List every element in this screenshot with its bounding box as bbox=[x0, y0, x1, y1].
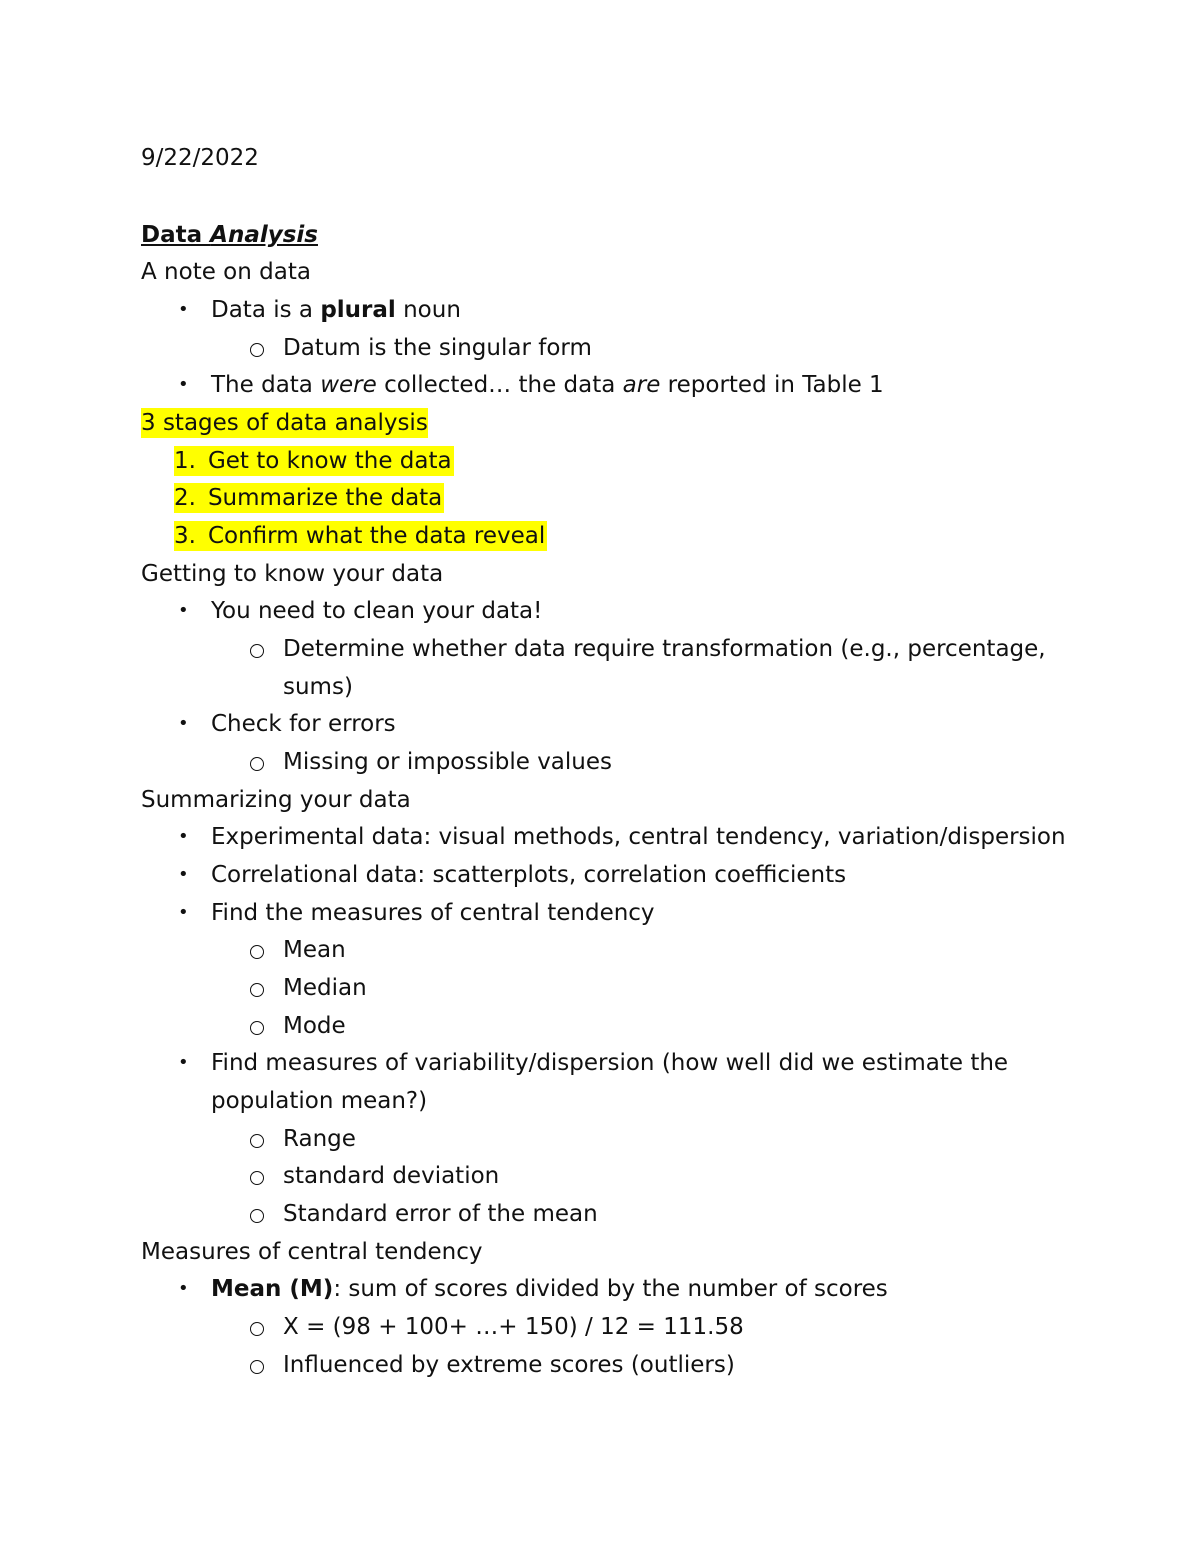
bullet-icon: • bbox=[178, 374, 189, 395]
title-word-2: Analysis bbox=[210, 222, 318, 248]
list-item: You need to clean your data! bbox=[211, 598, 543, 624]
section-heading-central: Measures of central tendency bbox=[141, 1239, 483, 1265]
circle-bullet-icon bbox=[250, 1209, 264, 1223]
list-item: Standard error of the mean bbox=[283, 1201, 598, 1227]
title-word-1: Data bbox=[141, 222, 211, 248]
list-item: Determine whether data require transformation (e.g., percentage, bbox=[283, 636, 1046, 662]
list-item: Mode bbox=[283, 1013, 346, 1039]
section-heading-summarizing: Summarizing your data bbox=[141, 787, 411, 813]
list-item: Check for errors bbox=[211, 711, 396, 737]
circle-bullet-icon bbox=[250, 1171, 264, 1185]
list-item: Missing or impossible values bbox=[283, 749, 612, 775]
numbered-item: 2. Summarize the data bbox=[174, 485, 443, 511]
list-item: Correlational data: scatterplots, correlation coefficients bbox=[211, 862, 847, 888]
section-heading-stages: 3 stages of data analysis bbox=[141, 410, 428, 436]
list-item-continuation: sums) bbox=[283, 674, 353, 700]
circle-bullet-icon bbox=[250, 1021, 264, 1035]
list-item: Mean bbox=[283, 937, 346, 963]
list-item: Find measures of variability/dispersion (how well did we estimate the bbox=[211, 1050, 1009, 1076]
bullet-icon: • bbox=[178, 299, 189, 320]
bullet-icon: • bbox=[178, 713, 189, 734]
circle-bullet-icon bbox=[250, 644, 264, 658]
list-item: standard deviation bbox=[283, 1163, 500, 1189]
circle-bullet-icon bbox=[250, 343, 264, 357]
section-heading-note: A note on data bbox=[141, 259, 311, 285]
bullet-icon: • bbox=[178, 1278, 189, 1299]
list-item: Experimental data: visual methods, central tendency, variation/dispersion bbox=[211, 824, 1066, 850]
circle-bullet-icon bbox=[250, 1322, 264, 1336]
bullet-icon: • bbox=[178, 902, 189, 923]
list-item: Datum is the singular form bbox=[283, 335, 592, 361]
date: 9/22/2022 bbox=[141, 145, 259, 171]
list-item: Find the measures of central tendency bbox=[211, 900, 655, 926]
list-item: Influenced by extreme scores (outliers) bbox=[283, 1352, 735, 1378]
numbered-item: 3. Confirm what the data reveal bbox=[174, 523, 546, 549]
bullet-icon: • bbox=[178, 826, 189, 847]
numbered-item: 1. Get to know the data bbox=[174, 448, 452, 474]
list-item: Range bbox=[283, 1126, 356, 1152]
page-title bbox=[141, 220, 318, 250]
list-item: Median bbox=[283, 975, 367, 1001]
list-item: Data is a plural noun bbox=[211, 297, 461, 323]
bullet-icon: • bbox=[178, 864, 189, 885]
bullet-icon: • bbox=[178, 600, 189, 621]
circle-bullet-icon bbox=[250, 1134, 264, 1148]
list-item: Mean (M): sum of scores divided by the number of scores bbox=[211, 1276, 888, 1302]
circle-bullet-icon bbox=[250, 1360, 264, 1374]
circle-bullet-icon bbox=[250, 757, 264, 771]
list-item: X = (98 + 100+ …+ 150) / 12 = 111.58 bbox=[283, 1314, 744, 1340]
list-item-continuation: population mean?) bbox=[211, 1088, 428, 1114]
list-item: The data were collected… the data are reported in Table 1 bbox=[211, 372, 884, 398]
circle-bullet-icon bbox=[250, 983, 264, 997]
circle-bullet-icon bbox=[250, 945, 264, 959]
bullet-icon: • bbox=[178, 1052, 189, 1073]
section-heading-getting: Getting to know your data bbox=[141, 561, 444, 587]
